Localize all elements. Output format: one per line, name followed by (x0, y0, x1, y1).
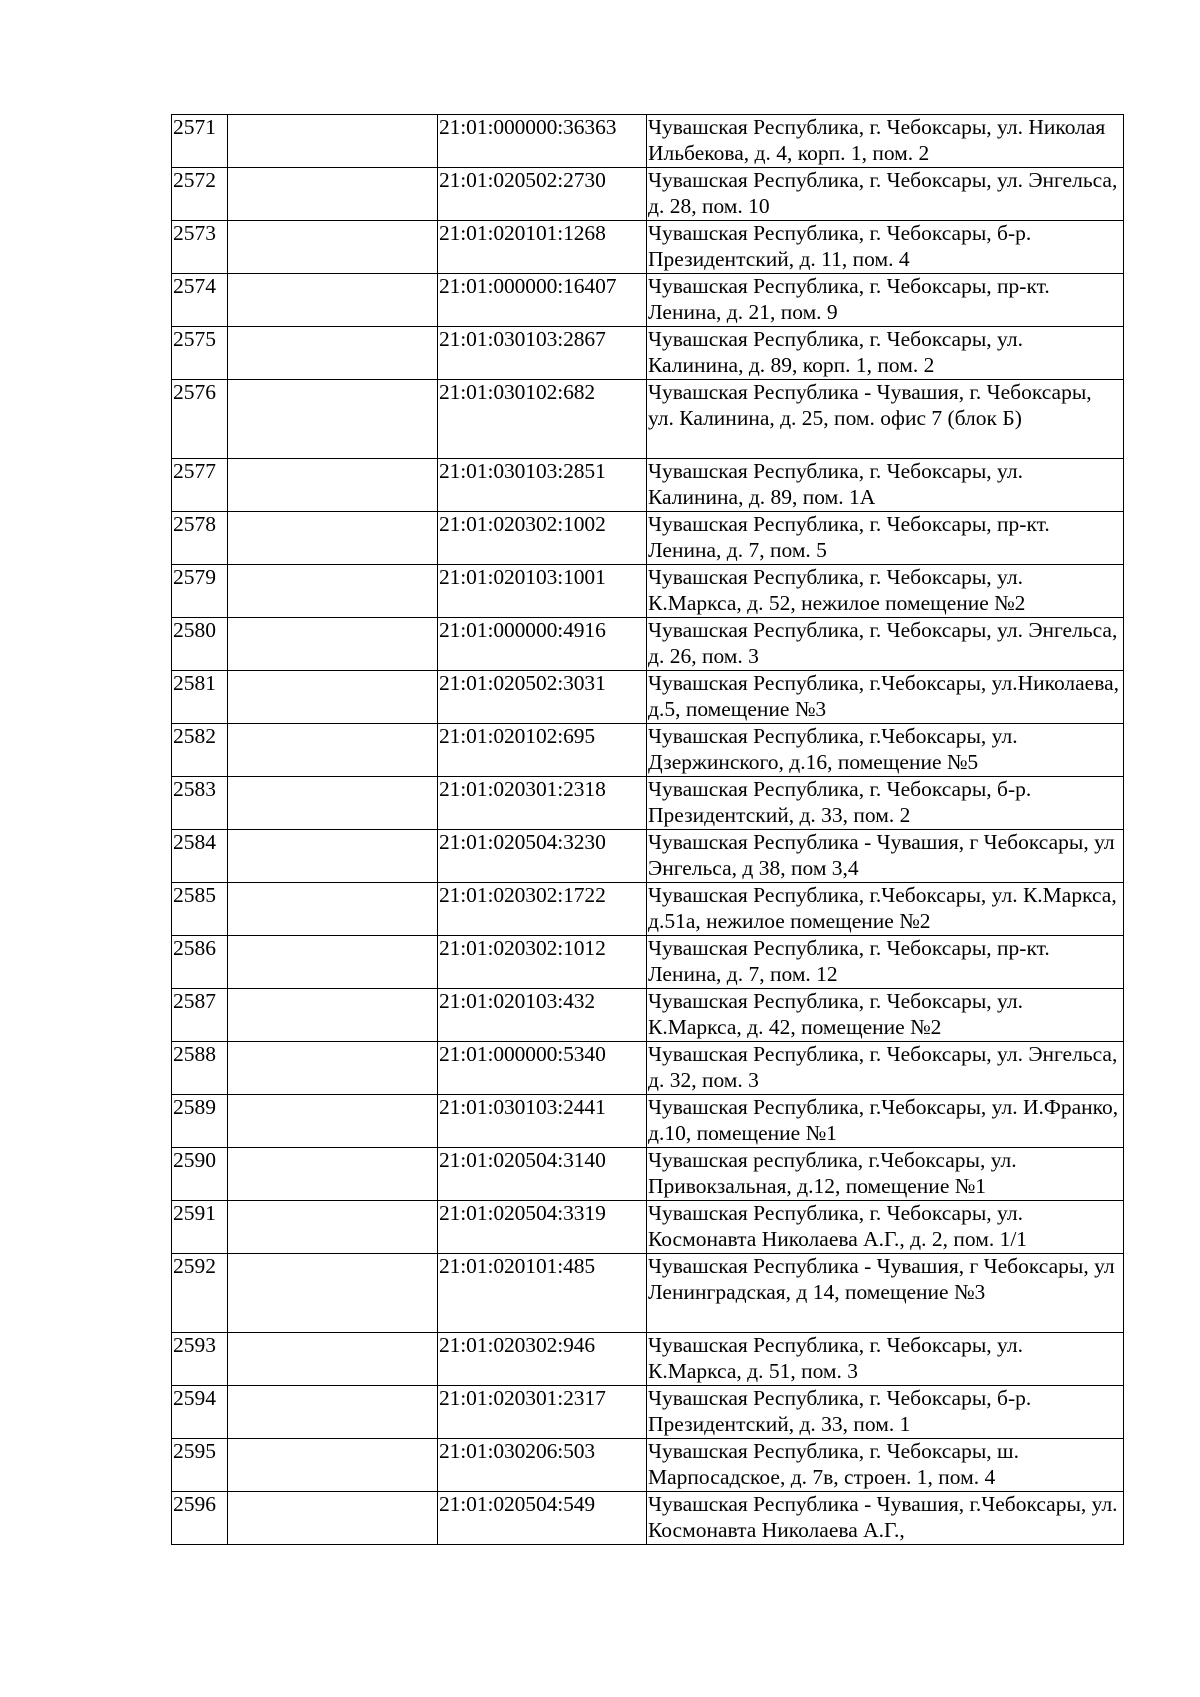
table-row (172, 327, 1124, 380)
empty-cell (228, 115, 438, 168)
empty-cell (228, 830, 438, 883)
table-row (172, 1254, 1124, 1333)
table-row (172, 1042, 1124, 1095)
row-number-cell: 2575 (172, 327, 228, 380)
table-row (172, 989, 1124, 1042)
registry-table (171, 114, 1124, 1545)
row-number-cell: 2591 (172, 1201, 228, 1254)
address-cell: Чувашская Республика, г. Чебоксары, ул. К.Маркса, д. 42, помещение №2 (647, 989, 1124, 1042)
empty-cell (228, 989, 438, 1042)
empty-cell (228, 1095, 438, 1148)
row-number-cell: 2593 (172, 1333, 228, 1386)
table-row (172, 777, 1124, 830)
row-number-cell: 2587 (172, 989, 228, 1042)
cadastral-number-cell: 21:01:020302:946 (438, 1333, 647, 1386)
cadastral-number-cell: 21:01:020504:3230 (438, 830, 647, 883)
table-row (172, 1201, 1124, 1254)
table-row (172, 1439, 1124, 1492)
address-cell: Чувашская Республика, г. Чебоксары, пр-кт. Ленина, д. 7, пом. 5 (647, 512, 1124, 565)
table-row (172, 1386, 1124, 1439)
row-number-cell: 2578 (172, 512, 228, 565)
address-cell: Чувашская Республика, г. Чебоксары, б-р. Президентский, д. 33, пом. 2 (647, 777, 1124, 830)
cadastral-number-cell: 21:01:020504:549 (438, 1492, 647, 1545)
address-cell: Чувашская Республика, г.Чебоксары, ул.Николаева, д.5, помещение №3 (647, 671, 1124, 724)
empty-cell (228, 1333, 438, 1386)
table-row (172, 1492, 1124, 1545)
address-cell: Чувашская Республика - Чувашия, г Чебоксары, ул Энгельса, д 38, пом 3,4 (647, 830, 1124, 883)
cadastral-number-cell: 21:01:020502:2730 (438, 168, 647, 221)
address-cell: Чувашская Республика, г. Чебоксары, ул. К.Маркса, д. 52, нежилое помещение №2 (647, 565, 1124, 618)
empty-cell (228, 459, 438, 512)
empty-cell (228, 618, 438, 671)
empty-cell (228, 221, 438, 274)
address-cell: Чувашская Республика, г. Чебоксары, ш. Марпосадское, д. 7в, строен. 1, пом. 4 (647, 1439, 1124, 1492)
table-row (172, 618, 1124, 671)
cadastral-number-cell: 21:01:030103:2441 (438, 1095, 647, 1148)
row-number-cell: 2590 (172, 1148, 228, 1201)
cadastral-number-cell: 21:01:020302:1002 (438, 512, 647, 565)
cadastral-number-cell: 21:01:020302:1012 (438, 936, 647, 989)
empty-cell (228, 724, 438, 777)
cadastral-number-cell: 21:01:020102:695 (438, 724, 647, 777)
empty-cell (228, 565, 438, 618)
cadastral-number-cell: 21:01:020502:3031 (438, 671, 647, 724)
row-number-cell: 2596 (172, 1492, 228, 1545)
address-cell: Чувашская Республика, г. Чебоксары, пр-кт. Ленина, д. 7, пом. 12 (647, 936, 1124, 989)
row-number-cell: 2577 (172, 459, 228, 512)
row-number-cell: 2576 (172, 380, 228, 459)
row-number-cell: 2585 (172, 883, 228, 936)
row-number-cell: 2589 (172, 1095, 228, 1148)
address-cell: Чувашская республика, г.Чебоксары, ул. Привокзальная, д.12, помещение №1 (647, 1148, 1124, 1201)
address-cell: Чувашская Республика - Чувашия, г Чебоксары, ул Ленинградская, д 14, помещение №3 (647, 1254, 1124, 1333)
cadastral-number-cell: 21:01:020301:2318 (438, 777, 647, 830)
address-cell: Чувашская Республика, г. Чебоксары, ул. Калинина, д. 89, корп. 1, пом. 2 (647, 327, 1124, 380)
row-number-cell: 2580 (172, 618, 228, 671)
table-row (172, 1148, 1124, 1201)
table-row (172, 1333, 1124, 1386)
cadastral-number-cell: 21:01:020504:3319 (438, 1201, 647, 1254)
empty-cell (228, 1439, 438, 1492)
cadastral-number-cell: 21:01:000000:16407 (438, 274, 647, 327)
cadastral-number-cell: 21:01:030103:2867 (438, 327, 647, 380)
empty-cell (228, 1386, 438, 1439)
cadastral-number-cell: 21:01:000000:36363 (438, 115, 647, 168)
table-row (172, 221, 1124, 274)
cadastral-number-cell: 21:01:030103:2851 (438, 459, 647, 512)
address-cell: Чувашская Республика, г. Чебоксары, пр-кт. Ленина, д. 21, пом. 9 (647, 274, 1124, 327)
table-row (172, 671, 1124, 724)
address-cell: Чувашская Республика, г. Чебоксары, б-р. Президентский, д. 11, пом. 4 (647, 221, 1124, 274)
empty-cell (228, 512, 438, 565)
cadastral-number-cell: 21:01:020103:432 (438, 989, 647, 1042)
address-cell: Чувашская Республика, г. Чебоксары, ул. Космонавта Николаева А.Г., д. 2, пом. 1/1 (647, 1201, 1124, 1254)
table-row (172, 459, 1124, 512)
empty-cell (228, 1042, 438, 1095)
table-row (172, 724, 1124, 777)
cadastral-number-cell: 21:01:020302:1722 (438, 883, 647, 936)
empty-cell (228, 883, 438, 936)
address-cell: Чувашская Республика, г. Чебоксары, ул. Энгельса, д. 28, пом. 10 (647, 168, 1124, 221)
cadastral-number-cell: 21:01:020504:3140 (438, 1148, 647, 1201)
row-number-cell: 2582 (172, 724, 228, 777)
cadastral-number-cell: 21:01:020101:485 (438, 1254, 647, 1333)
address-cell: Чувашская Республика, г. Чебоксары, ул. Николая Ильбекова, д. 4, корп. 1, пом. 2 (647, 115, 1124, 168)
row-number-cell: 2588 (172, 1042, 228, 1095)
row-number-cell: 2581 (172, 671, 228, 724)
address-cell: Чувашская Республика - Чувашия, г. Чебоксары, ул. Калинина, д. 25, пом. офис 7 (блок Б) (647, 380, 1124, 459)
address-cell: Чувашская Республика, г. Чебоксары, ул. Энгельса, д. 32, пом. 3 (647, 1042, 1124, 1095)
empty-cell (228, 274, 438, 327)
address-cell: Чувашская Республика, г. Чебоксары, ул. Энгельса, д. 26, пом. 3 (647, 618, 1124, 671)
empty-cell (228, 777, 438, 830)
empty-cell (228, 1201, 438, 1254)
row-number-cell: 2579 (172, 565, 228, 618)
cadastral-number-cell: 21:01:030206:503 (438, 1439, 647, 1492)
table-row (172, 565, 1124, 618)
table-row (172, 115, 1124, 168)
cadastral-number-cell: 21:01:000000:4916 (438, 618, 647, 671)
address-cell: Чувашская Республика - Чувашия, г.Чебоксары, ул. Космонавта Николаева А.Г., (647, 1492, 1124, 1545)
address-cell: Чувашская Республика, г. Чебоксары, б-р. Президентский, д. 33, пом. 1 (647, 1386, 1124, 1439)
row-number-cell: 2583 (172, 777, 228, 830)
table-row (172, 936, 1124, 989)
address-cell: Чувашская Республика, г.Чебоксары, ул. И.Франко, д.10, помещение №1 (647, 1095, 1124, 1148)
row-number-cell: 2574 (172, 274, 228, 327)
empty-cell (228, 327, 438, 380)
empty-cell (228, 380, 438, 459)
table-row (172, 830, 1124, 883)
row-number-cell: 2595 (172, 1439, 228, 1492)
row-number-cell: 2586 (172, 936, 228, 989)
table-row (172, 1095, 1124, 1148)
row-number-cell: 2594 (172, 1386, 228, 1439)
empty-cell (228, 168, 438, 221)
row-number-cell: 2573 (172, 221, 228, 274)
row-number-cell: 2572 (172, 168, 228, 221)
cadastral-number-cell: 21:01:020301:2317 (438, 1386, 647, 1439)
table-row (172, 512, 1124, 565)
empty-cell (228, 1148, 438, 1201)
empty-cell (228, 671, 438, 724)
row-number-cell: 2584 (172, 830, 228, 883)
row-number-cell: 2592 (172, 1254, 228, 1333)
address-cell: Чувашская Республика, г. Чебоксары, ул. К.Маркса, д. 51, пом. 3 (647, 1333, 1124, 1386)
cadastral-number-cell: 21:01:020101:1268 (438, 221, 647, 274)
empty-cell (228, 1254, 438, 1333)
address-cell: Чувашская Республика, г.Чебоксары, ул. К.Маркса, д.51а, нежилое помещение №2 (647, 883, 1124, 936)
empty-cell (228, 1492, 438, 1545)
row-number-cell: 2571 (172, 115, 228, 168)
empty-cell (228, 936, 438, 989)
cadastral-number-cell: 21:01:030102:682 (438, 380, 647, 459)
table-row (172, 380, 1124, 459)
table-row (172, 274, 1124, 327)
address-cell: Чувашская Республика, г. Чебоксары, ул. Калинина, д. 89, пом. 1А (647, 459, 1124, 512)
address-cell: Чувашская Республика, г.Чебоксары, ул. Дзержинского, д.16, помещение №5 (647, 724, 1124, 777)
table-row (172, 168, 1124, 221)
table-row (172, 883, 1124, 936)
cadastral-number-cell: 21:01:000000:5340 (438, 1042, 647, 1095)
cadastral-number-cell: 21:01:020103:1001 (438, 565, 647, 618)
